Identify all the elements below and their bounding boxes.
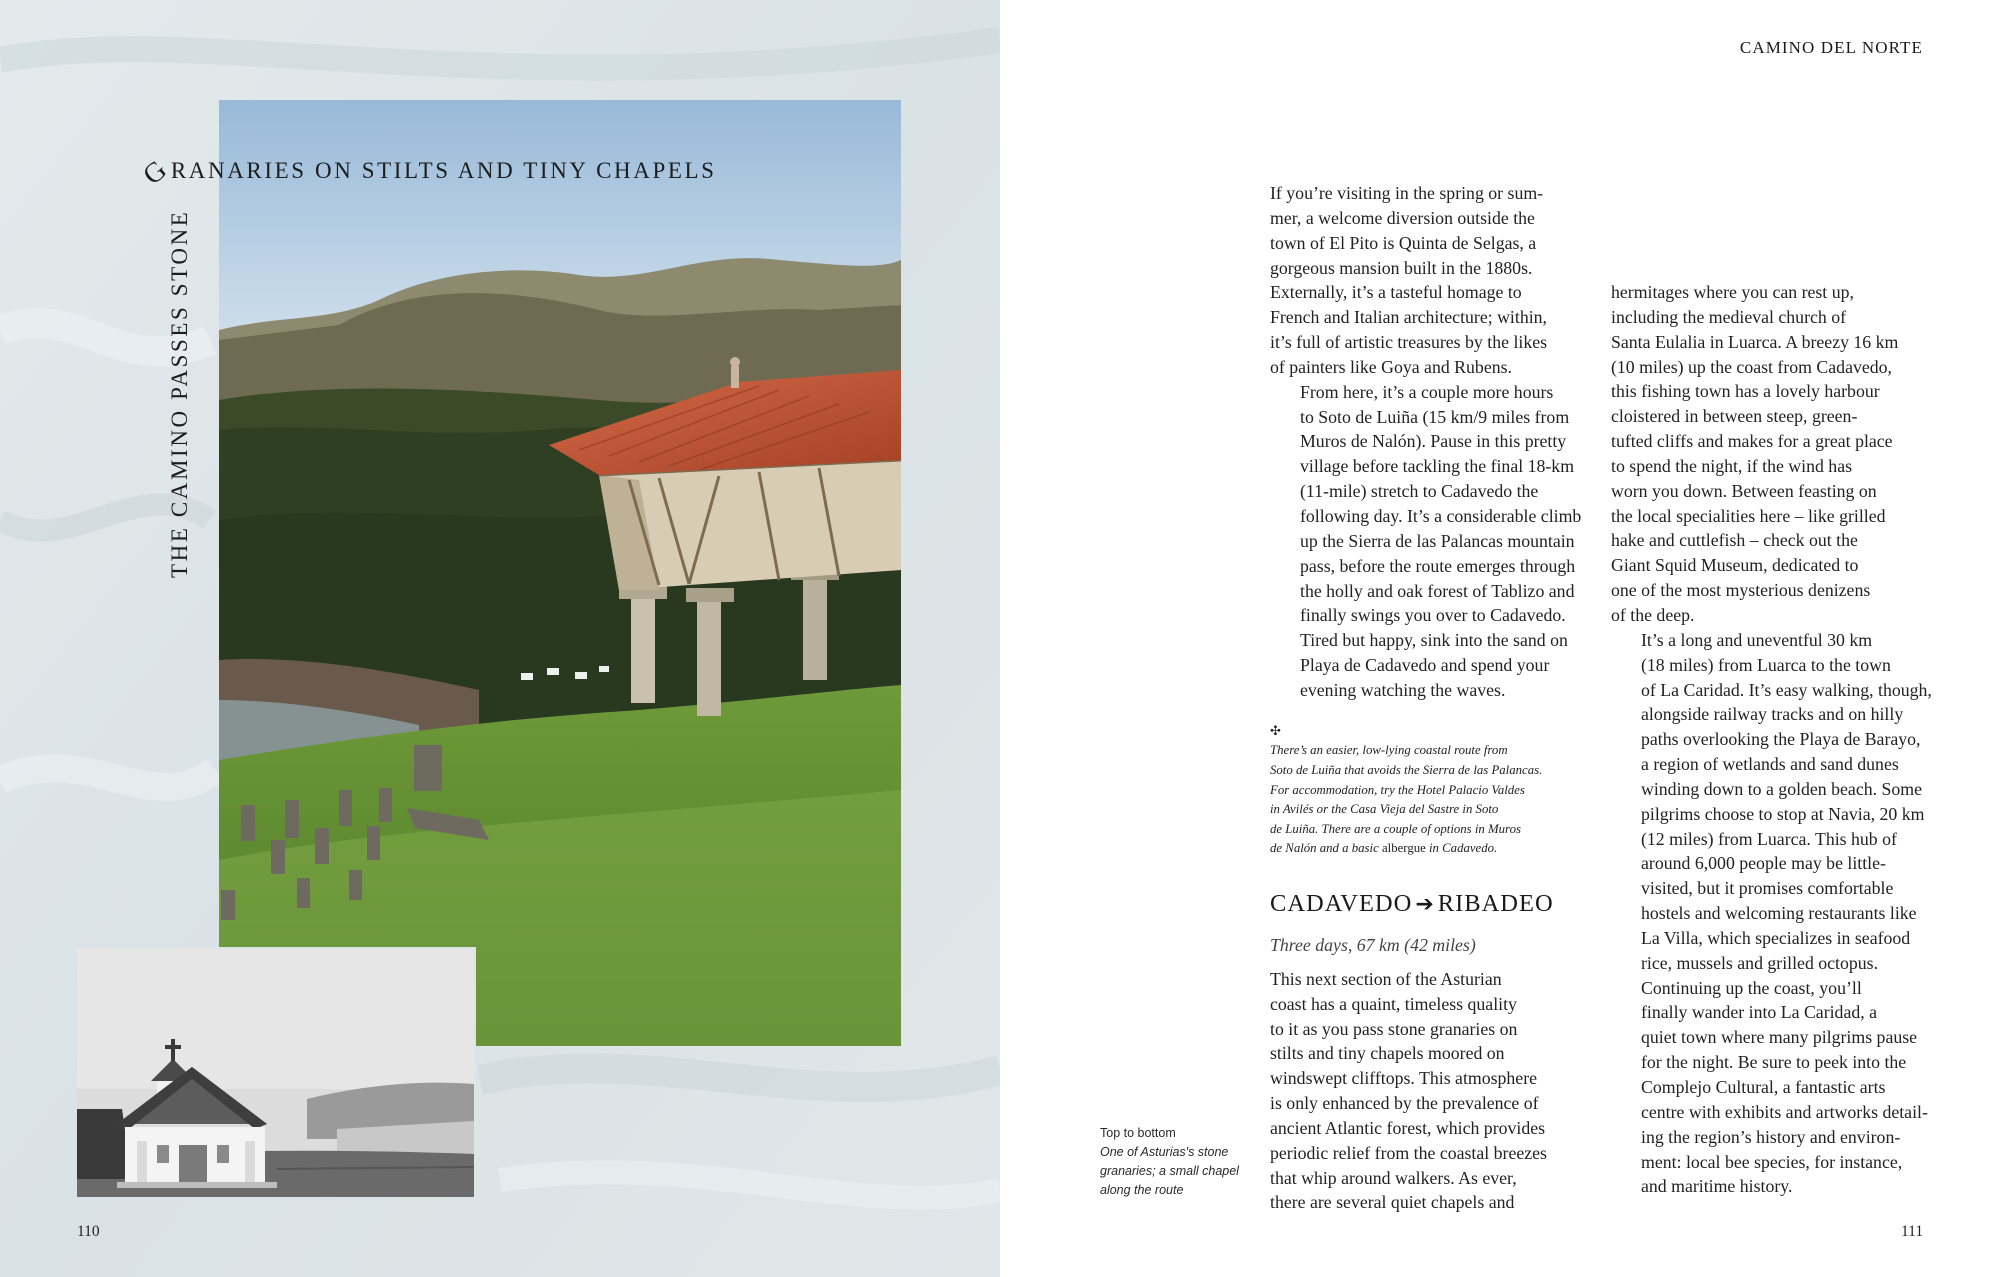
text-line: town of El Pito is Quinta de Selgas, a: [1270, 232, 1537, 253]
text-line: and maritime history.: [1641, 1176, 1793, 1197]
text-line: It’s a long and uneventful 30 km: [1641, 629, 1873, 650]
text-line: windswept clifftops. This atmosphere: [1270, 1068, 1538, 1089]
text-line: alongside railway tracks and on hilly: [1641, 704, 1904, 725]
text-line: to spend the night, if the wind has: [1611, 455, 1853, 476]
paragraph: [1270, 380, 1580, 703]
tip-text: [1270, 741, 1580, 855]
text-line: village before tackling the final 18-km: [1300, 456, 1575, 477]
text-line: From here, it’s a couple more hours: [1300, 381, 1554, 402]
text-line: the holly and oak forest of Tablizo and: [1300, 580, 1575, 601]
text-line: ment: local bee species, for instance,: [1641, 1151, 1903, 1172]
photo-chapel: [77, 947, 476, 1197]
text-line: worn you down. Between feasting on: [1611, 480, 1877, 501]
text-line: stilts and tiny chapels moored on: [1270, 1043, 1505, 1064]
text-line: for the night. Be sure to peek into the: [1641, 1052, 1907, 1073]
arrow-right-icon: ➔: [1415, 891, 1435, 917]
text-line: mer, a welcome diversion outside the: [1270, 207, 1535, 228]
text-column-2: [1611, 280, 1932, 1199]
text-line: the local specialities here – like grilled: [1611, 505, 1886, 526]
text-line: following day. It’s a considerable climb: [1300, 505, 1582, 526]
section-from: CADAVEDO: [1270, 889, 1413, 917]
text-line: Externally, it’s a tasteful homage to: [1270, 282, 1522, 303]
text-line: cloistered in between steep, green-: [1611, 406, 1858, 427]
text-line: that whip around walkers. As ever,: [1270, 1167, 1517, 1188]
feature-title-text: RANARIES ON STILTS AND TINY CHAPELS: [170, 158, 717, 183]
text-line: tufted cliffs and makes for a great place: [1611, 431, 1893, 452]
text-line: ancient Atlantic forest, which provides: [1270, 1117, 1546, 1138]
text-line: to it as you pass stone granaries on: [1270, 1018, 1518, 1039]
page-number-right: 111: [1901, 1223, 1924, 1240]
paragraph: [1611, 628, 1932, 976]
text-line: There’s an easier, low-lying coastal route from: [1270, 743, 1508, 758]
text-line: it’s full of artistic treasures by the likes: [1270, 332, 1548, 353]
section-heading: [1270, 888, 1580, 921]
text-line: periodic relief from the coastal breezes: [1270, 1142, 1547, 1163]
paragraph: [1611, 976, 1926, 1200]
text-line: de Nalón and a basic: [1270, 841, 1382, 856]
caption-heading: Top to bottom: [1100, 1126, 1176, 1140]
text-line: (18 miles) from Luarca to the town: [1641, 654, 1891, 675]
text-line: Complejo Cultural, a fantastic arts: [1641, 1077, 1886, 1097]
text-line: de Luiña. There are a couple of options in Muros: [1270, 821, 1521, 836]
section-to: RIBADEO: [1437, 889, 1554, 917]
text-line: gorgeous mansion built in the 1880s.: [1270, 257, 1533, 278]
text-line: Playa de Cadavedo and spend your: [1300, 655, 1550, 676]
tip-text-end: in Cadavedo.: [1425, 841, 1498, 856]
photo-granary: [219, 100, 901, 1046]
text-line: Giant Squid Museum, dedicated to: [1611, 555, 1859, 576]
text-line: up the Sierra de las Palancas mountain: [1300, 530, 1575, 551]
text-line: One of Asturias's stone: [1100, 1145, 1229, 1159]
paragraph: [1611, 280, 1926, 628]
text-line: Santa Eulalia in Luarca. A breezy 16 km: [1611, 331, 1899, 352]
text-line: finally wander into La Caridad, a: [1641, 1002, 1878, 1023]
text-line: quiet town where many pilgrims pause: [1641, 1027, 1918, 1048]
text-line: Muros de Nalón). Pause in this pretty: [1300, 431, 1567, 452]
text-line: rice, mussels and grilled octopus.: [1641, 952, 1879, 973]
text-line: around 6,000 people may be little-: [1641, 853, 1886, 874]
page-number-left: 110: [77, 1223, 100, 1240]
feature-title-initial: G: [137, 152, 175, 192]
text-line: pilgrims choose to stop at Navia, 20 km: [1641, 803, 1925, 824]
text-line: hake and cuttlefish – check out the: [1611, 530, 1858, 551]
running-head: CAMINO DEL NORTE: [1739, 38, 1923, 57]
text-line: one of the most mysterious denizens: [1611, 580, 1871, 601]
text-column-1: [1270, 181, 1580, 1215]
text-line: pass, before the route emerges through: [1300, 555, 1576, 576]
text-line: French and Italian architecture; within,: [1270, 307, 1547, 328]
tip-term: albergue: [1381, 841, 1426, 856]
text-line: centre with exhibits and artworks detail-: [1641, 1101, 1928, 1122]
feature-title-horizontal: [137, 150, 717, 192]
text-line: If you’re visiting in the spring or sum-: [1270, 183, 1544, 203]
text-line: evening watching the waves.: [1300, 679, 1506, 700]
text-line: a region of wetlands and sand dunes: [1641, 754, 1899, 775]
section-duration: Three days, 67 km (42 miles): [1270, 934, 1476, 955]
text-line: paths overlooking the Playa de Barayo,: [1641, 729, 1921, 750]
text-line: ing the region’s history and environ-: [1641, 1126, 1901, 1147]
text-line: hermitages where you can rest up,: [1611, 282, 1854, 302]
text-line: winding down to a golden beach. Some: [1641, 778, 1922, 799]
text-line: of painters like Goya and Rubens.: [1270, 356, 1512, 377]
text-line: of the deep.: [1611, 604, 1695, 625]
text-line: there are several quiet chapels and: [1270, 1192, 1515, 1213]
photo-caption: [1100, 1124, 1250, 1200]
granary-photo-illustration: [219, 100, 901, 1046]
text-line: Tired but happy, sink into the sand on: [1300, 630, 1568, 651]
feature-title-vertical: THE CAMINO PASSES STONE: [167, 209, 192, 578]
paragraph: [1270, 967, 1580, 1215]
paragraph: [1270, 181, 1580, 380]
text-line: La Villa, which specializes in seafood: [1641, 927, 1911, 948]
text-line: (10 miles) up the coast from Cadavedo,: [1611, 356, 1892, 377]
text-line: hostels and welcoming restaurants like: [1641, 903, 1917, 924]
text-line: coast has a quaint, timeless quality: [1270, 993, 1517, 1014]
text-line: along the route: [1100, 1183, 1184, 1197]
text-line: For accommodation, try the Hotel Palacio Valdes: [1270, 782, 1525, 797]
text-line: This next section of the Asturian: [1270, 968, 1502, 989]
text-line: Continuing up the coast, you’ll: [1641, 977, 1862, 998]
text-line: of La Caridad. It’s easy walking, though,: [1641, 679, 1932, 700]
text-line: Soto de Luiña that avoids the Sierra de las Palancas.: [1270, 762, 1543, 777]
text-line: including the medieval church of: [1611, 306, 1847, 327]
travel-tip: [1270, 722, 1580, 859]
text-line: this fishing town has a lovely harbour: [1611, 381, 1880, 402]
text-line: to Soto de Luiña (15 km/9 miles from: [1300, 406, 1570, 427]
chapel-photo-illustration: [77, 949, 474, 1197]
tip-ornament-icon: ✣: [1270, 723, 1281, 738]
text-line: visited, but it promises comfortable: [1641, 878, 1894, 899]
text-line: in Avilés or the Casa Vieja del Sastre in Soto: [1270, 802, 1499, 817]
text-line: finally swings you over to Cadavedo.: [1300, 605, 1566, 626]
text-line: is only enhanced by the prevalence of: [1270, 1093, 1539, 1114]
caption-body: [1100, 1143, 1250, 1200]
text-line: granaries; a small chapel: [1100, 1164, 1239, 1178]
text-line: (12 miles) from Luarca. This hub of: [1641, 828, 1897, 849]
text-line: (11-mile) stretch to Cadavedo the: [1300, 481, 1539, 502]
